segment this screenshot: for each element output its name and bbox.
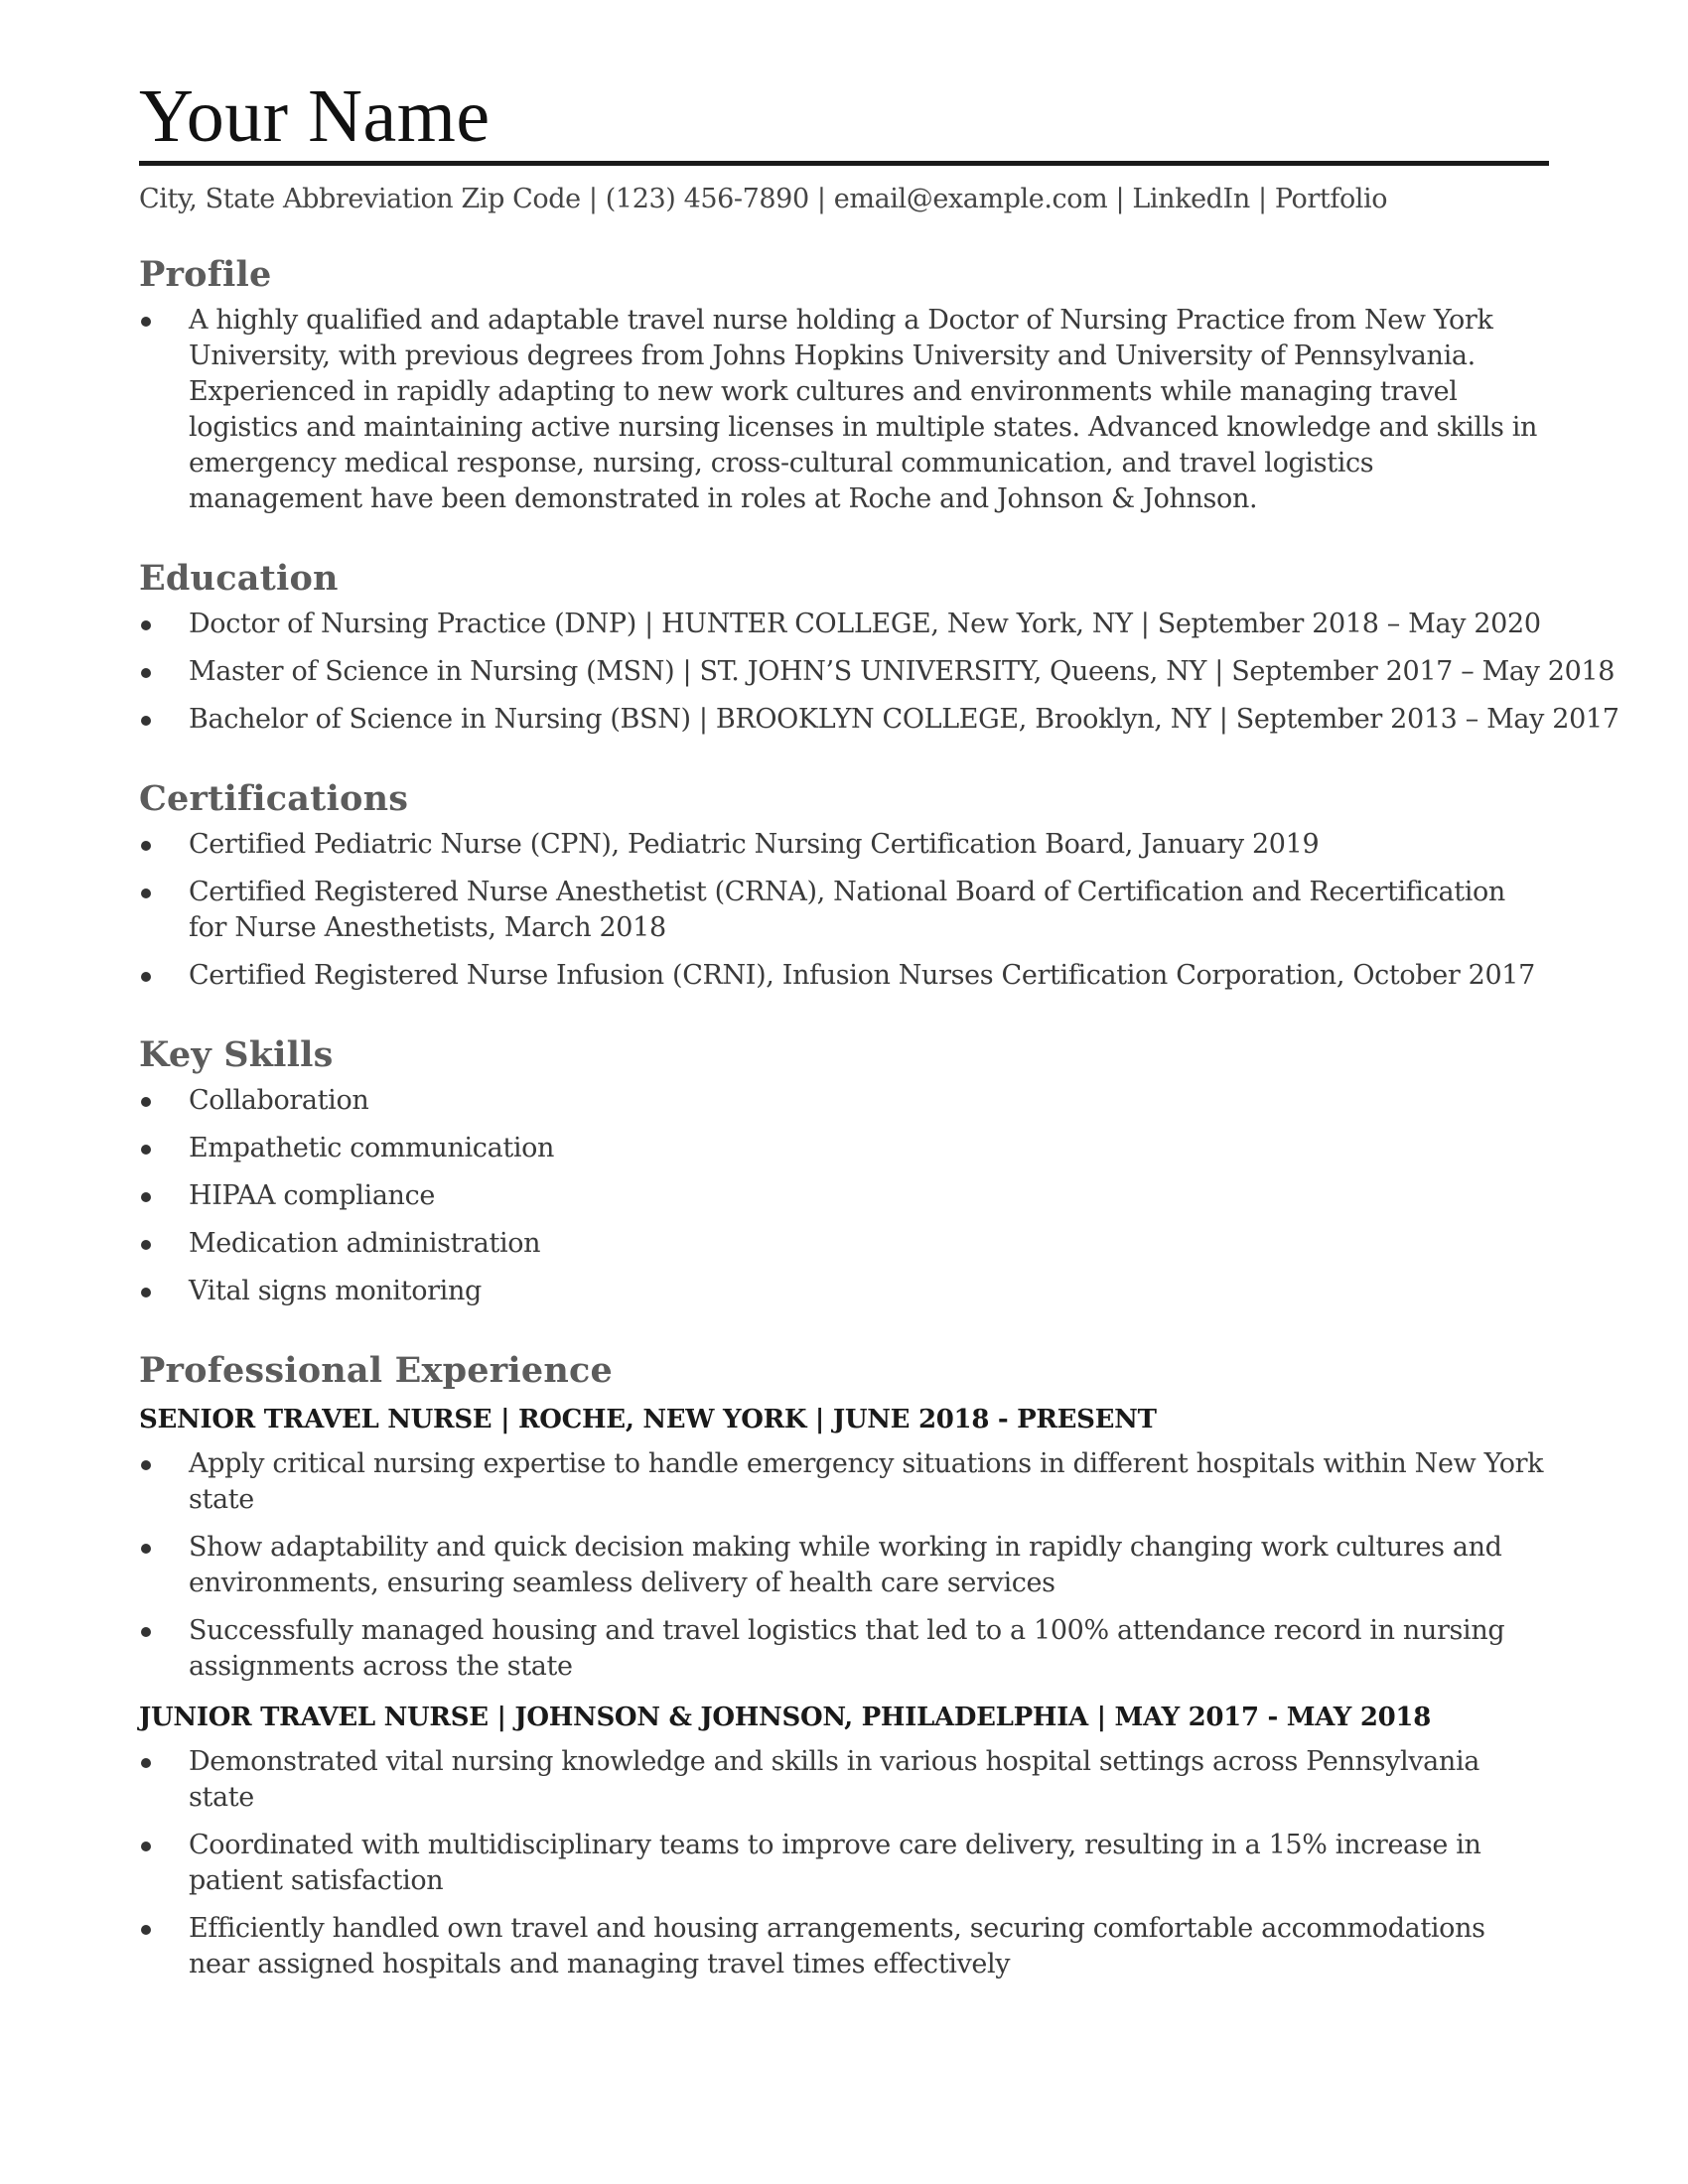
education-item: Master of Science in Nursing (MSN) | ST. JOHN’S UNIVERSITY, Queens, NY | September 2017 – May 2018 [189,656,1616,687]
job-bullets [139,1446,1549,1685]
job-bullet: Successfully managed housing and travel logistics that led to a 100% attendance record in nursing assignments across the state [189,1615,1505,1682]
job-bullet: Demonstrated vital nursing knowledge and skills in various hospital settings across Pennsylvania state [189,1746,1479,1813]
bullet-icon [141,1145,151,1155]
list-item [139,1226,1549,1262]
job-bullet: Show adaptability and quick decision making while working in rapidly changing work cultures and environments, ensuring seamless delivery of health care services [189,1532,1502,1598]
job-bullets [139,1744,1549,1982]
job-bullet: Efficiently handled own travel and housing arrangements, securing comfortable accommodations near assigned hospitals and managing travel times effectively [189,1913,1485,1979]
bullet-icon [141,1758,151,1768]
list-item [139,1744,1549,1816]
job-bullet: Apply critical nursing expertise to handle emergency situations in different hospitals within New York state [189,1448,1544,1515]
bullet-icon [141,1288,151,1297]
profile-section [139,253,1549,517]
list-item [139,1446,1549,1518]
bullet-icon [141,1240,151,1250]
list-item [139,875,1549,946]
contact-line: City, State Abbreviation Zip Code | (123) 456-7890 | email@example.com | LinkedIn | Portfolio [139,184,1388,214]
list-item [139,654,1616,690]
certifications-section [139,777,1549,994]
list-item [139,702,1619,738]
certification-item: Certified Registered Nurse Infusion (CRNI), Infusion Nurses Certification Corporation, October 2017 [189,960,1535,991]
list-item [139,1911,1549,1982]
section-title-education: Education [139,558,339,599]
skills-list [139,1083,1549,1309]
experience-section [139,1349,1549,1982]
section-title-profile: Profile [139,254,272,295]
list-item [139,1530,1549,1601]
bullet-icon [141,716,151,726]
bullet-icon [141,841,151,851]
bullet-icon [141,1627,151,1637]
section-title-experience: Professional Experience [139,1350,613,1391]
list-item [139,1828,1549,1899]
list-item [139,303,1549,517]
section-title-certifications: Certifications [139,778,409,819]
skill-item: Medication administration [189,1228,541,1259]
certification-item: Certified Pediatric Nurse (CPN), Pediatric Nursing Certification Board, January 2019 [189,829,1320,860]
bullet-icon [141,1925,151,1935]
bullet-icon [141,317,151,327]
certifications-list [139,827,1549,994]
resume-page [139,71,1619,1982]
job-entry [139,1403,1549,1685]
bullet-icon [141,1842,151,1851]
skill-item: Vital signs monitoring [189,1276,482,1306]
profile-list [139,303,1549,517]
list-item [139,1178,1549,1214]
list-item [139,1274,1549,1309]
education-section [139,557,1619,738]
skill-item: HIPAA compliance [189,1180,435,1211]
bullet-icon [141,972,151,982]
skill-item: Empathetic communication [189,1133,555,1163]
profile-text: A highly qualified and adaptable travel nurse holding a Doctor of Nursing Practice from New York University, with previous degrees from Johns Hopkins University and University of Pennsylvania. Experienced in rapidly adapting to new work cultures and environments while managing travel logistics and maintaining active nursing licenses in multiple states. Advanced knowledge and skills in emergency medical response, nursing, cross-cultural communication, and travel logistics management have been demonstrated in roles at Roche and Johnson & Johnson. [189,305,1538,514]
job-entry [139,1701,1549,1982]
certification-item: Certified Registered Nurse Anesthetist (CRNA), National Board of Certification and Recertification for Nurse Anesthetists, March 2018 [189,877,1505,943]
job-heading: JUNIOR TRAVEL NURSE | JOHNSON & JOHNSON, PHILADELPHIA | MAY 2017 - MAY 2018 [139,1703,1431,1732]
skills-section [139,1033,1549,1309]
bullet-icon [141,1460,151,1470]
bullet-icon [141,1192,151,1202]
list-item [139,958,1549,994]
bullet-icon [141,620,151,630]
job-heading: SENIOR TRAVEL NURSE | ROCHE, NEW YORK | JUNE 2018 - PRESENT [139,1405,1157,1434]
bullet-icon [141,888,151,898]
list-item [139,1083,1549,1119]
education-item: Bachelor of Science in Nursing (BSN) | BROOKLYN COLLEGE, Brooklyn, NY | September 2013 – May 2017 [189,704,1619,735]
candidate-name: Your Name [139,74,491,158]
bullet-icon [141,1544,151,1554]
list-item [139,1613,1549,1685]
education-item: Doctor of Nursing Practice (DNP) | HUNTER COLLEGE, New York, NY | September 2018 – May 2020 [189,609,1541,639]
skill-item: Collaboration [189,1085,369,1116]
education-list [139,607,1619,738]
job-bullet: Coordinated with multidisciplinary teams to improve care delivery, resulting in a 15% increase in patient satisfaction [189,1830,1481,1896]
list-item [139,827,1549,863]
list-item [139,607,1549,642]
header-divider [139,161,1549,166]
list-item [139,1131,1549,1166]
section-title-skills: Key Skills [139,1034,334,1075]
bullet-icon [141,668,151,678]
bullet-icon [141,1097,151,1107]
